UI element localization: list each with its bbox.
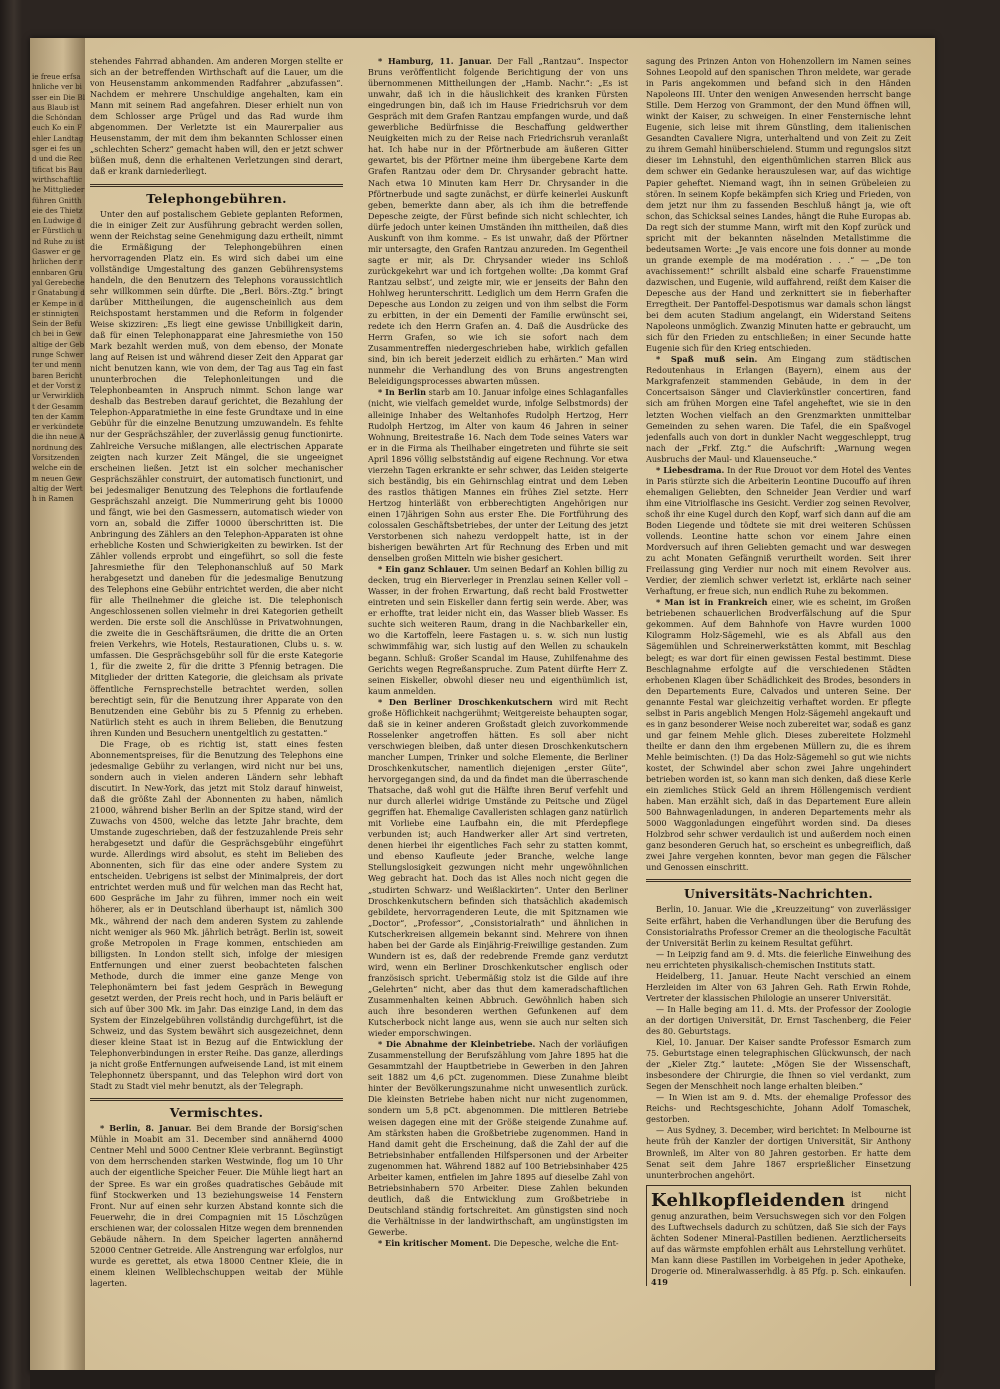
col3-para-1: sagung des Prinzen Anton von Hohenzollern im Namen seines Sohnes Leopold auf den spanischen Thron meldete, war gerade in Paris angekommen und befand sich in den Händen Napoleons III. Unter den wenigen Anwesenden herrscht bange Stille. Dem Herzog von Grammont, der den Mund öffnen will, winkt der Kaiser, zu schweigen. In einer Fensternische lehnt Eugenie, sich leise mit ihrem Günstling, dem italienischen Gesandten Cavaliere Nigra, unterhaltend und von Zeit zu Zeit zu ihrem Gemahl hinüberschielend. Stumm und regungslos sitzt dieser im Lehnstuhl, den eigenthümlichen starren Blick aus dem schwer ein Gedanke herauszulesen war, auf das wichtige Papier geheftet. Niemand wagt, ihn in seinen Grübeleien zu stören. In seinem Kopfe bekämpfen sich Krieg und Frieden, von dem jetzt nur ihm zu fassenden Beschluß hängt ja, wie oft schon, das Schicksal seines Landes, hängt die Ruhe Europas ab. Da regt sich der stumme Mann, wirft mit den Kopf zurück und spricht mit der bekannten näselnden Metallstimme die bedeutsamen Worte: „Je vais encore une fois donner au monde un grande exemple de ma modération . . .“ — „De ton avachissement!“ schrillt alsbald eine scharfe Frauenstimme dazwischen, und Eugenie, wild auffahrend, reißt dem Kaiser die Depesche aus der Hand und zerknittert sie in fieberhafter Erregtheit. Der Pantoffel-Despotismus war damals schon längst bei dem acuten Stadium angelangt, ein Widerstand Seitens Napoleons unmöglich. Zwanzig Minuten hatte er gebraucht, um sich für den Frieden zu entschließen; in einer Secunde hatte Eugenie sich für den Krieg entschieden. (646, 56, 911, 354)
col2-para-2-lead: * In Berlin (378, 387, 426, 398)
col3-para-4: einer, wie es scheint, im Großen betriebenen schauerlichen Brodverfälschung auf die Spur gekommen. Auf dem Bahnhofe von Havre wurden 1000 Kilogramm Holz-Sägemehl, wie es als Abfall aus den Sägemühlen und Schreinerwerkstätten kommt, mit Beschlag belegt; es war dort für einen gewissen Festal bestimmt. Diese Beschlagnahme erfolgte auf die verschiedenen Städten erhobenen Klagen über Schädlichkeit des Brodes, besonders in den Departements Eure, Calvados und unteren Seine. Der genannte Festal war gleichzeitig verhaftet worden. Er pflegte selbst in Paris angeblich Mengen Holz-Sägemehl angekauft und es in ganz besonderer Weise noch zubereitet war, sodaß es ganz und gar feinem Mehle glich. Dieses zubereitete Holzmehl theilte er dann den ihm ergebenen Müllern zu, die es ihrem Mehle beimischten. (!) Da das Holz-Sägemehl so gut wie nichts kostet, der Schwindel aber schon zwei Jahre ungehindert betrieben worden ist, so kann man sich denken, daß diese Kerle ein ziemliches Stück Geld an ihrem Höllengemisch verdient haben. Man erzählt sich, daß in das Departement Eure allein 500 Bahnwagenladungen, in anderen Departements mehr als 5000 Waggonladungen eingeführt worden sind. Da dieses Holzbrod sehr schwer verdaulich ist und außerdem noch einen ganz besonderen Geruch hat, so erscheint es unbegreiflich, daß zwei Jahre vergehen konnten, bevor man gegen die Fälscher und Genossen einschritt. (646, 597, 911, 873)
col3-para-2: Am Eingang zum städtischen Redoutenhaus in Erlangen (Bayern), einem aus der Markgrafenzeit stammenden Gebäude, in dem in der Concertsaison Sänger und Clavierkünstler concertiren, fand sich am frühen Morgen eine Tafel angeheftet, wie sie in den letzten Wochen vielfach an den Grenzmarkten unmittelbar Gemeinden zu sehen waren. Die Tafel, die ein Spaßvogel jedenfalls auch von dort in dunkler Nacht weggeschleppt, trug nach der „Frkf. Ztg.“ die Aufschrift: „Warnung wegen Ausbruchs der Maul- und Klauenseuche.“ (646, 354, 911, 464)
ad-text: ist nicht dringend genug anzurathen, beim Versuchswegen sich vor den Folgen des Luftwechsels dadurch zu schützen, daß Sie sich der Fays ächten Sodener Mineral-Pastillen bedienen. Aerztlicherseits auf das wärmste empfohlen erhält aus Lehrstellung verhütet. Man kann diese Pastillen im Vorbeigehen in jeder Apotheke, Drogerie od. Mineralwasserhdlg. à 85 Pfg. p. Sch. einkaufen. (651, 1188, 906, 1276)
col2-para-4: wird mit Recht große Höflichkeit nachgerühmt; Weitgereiste behaupten sogar, daß sie in keiner anderen Großstadt gleich zuvorkommende Rosselenker angetroffen hätten. Es soll aber nicht verschwiegen bleiben, daß unter diesen Droschkenkutschern mancher Lumpen, Trinker und solche Elemente, die Berliner Droschkenkutscher, namentlich diejenigen „erster Güte“, hervorgegangen sind, da und da findet man die überraschende Thatsache, daß wohl gut die Hälfte ihren Beruf verfehlt und nur durch allerlei widrige Umstände zu Peitsche und Zügel gegriffen hat. Ehemalige Cavalleristen schlagen ganz natürlich mit Vorliebe eine Laufbahn ein, die mit Pferdepflege verbunden ist; auch Handwerker aller Art sind vertreten, denen hierbei ihr eigentliches Fach sehr zu statten kommt, und ebenso Kaufleute jeder Branche, welche lange Stellungslosigkeit gezwungen nicht mehr ungewöhnlichen Weg gebracht hat. Doch das ist Alles noch nicht gegen die „studirten Schwarz- und Weißlackirten“. Unter den Berliner Droschkenkutschern befinden sich thatsächlich akademisch gebildete, hervorragenderen Leute, die mit Spitznamen wie „Doctor“, „Professor“, „Consistorialrath“ und ähnlichen in Kutscherkreisen allgemein bekannt sind. Mehrere von ihnen haben bei der Garde als Einjährig-Freiwillige gestanden. Zum Wundern ist es, daß der redebrende Fremde ganz verdutzt wird, wenn ein Berliner Droschkenkutscher englisch oder französisch spricht. Uebermäßig stolz ist die Gilde auf ihre „Gelehrten“ nicht, aber das thut dem kameradschaftlichen Zusammenhalten keinen Abbruch. Gewöhnlich haben sich auch ihre besonderen werthen Gefunkenen auf dem Kutscherbock nicht lange aus, wenn sie auch nur selten sich wieder emporschwingen. (368, 696, 628, 1039)
col2-para-6: Die Depesche, welche die Ent- (493, 1238, 619, 1249)
uni-item-2: — In Leipzig fand am 9. d. Mts. die feierliche Einweihung des neu errichteten physikalisch-chemischen Instituts statt. (646, 948, 911, 970)
column-2 (368, 56, 628, 1331)
col1-para-3: Bei dem Brande der Borsig'schen Mühle in Moabit am 31. December sind annähernd 4000 Centner Mehl und 5000 Centner Kleie verbrannt. Begünstigt von dem herrschenden starken Westwinde, flog um 10 Uhr auch der eigentliche Speicher Feuer. Die Mühle liegt hart an der Spree. Es war ein großes quadratisches Gebäude mit fünf Stockwerken und 13 beziehungsweise 14 Fenstern Front. Nur auf einen sehr kurzen Abstand konnte sich die Feuerwehr, die in drei Compagnien mit 15 Löschzügen erschienen war, der colossalen Hitze wegen dem brennenden Gebäude nähern. In dem Speicher lagerten annähernd 52000 Centner Getreide. Alle Anstrengung war erfolglos, nur wurde es gerettet, als etwa 18000 Centner Kleie, die in einem kleinen Wellblechschuppen weitab der Mühle lagerten. (90, 1123, 343, 1288)
divider (646, 879, 911, 882)
column-3 (646, 56, 911, 1286)
uni-item-7: — Aus Sydney, 3. December, wird berichtet: In Melbourne ist heute früh der Kanzler der dortigen Universität, Sir Anthony Brownleß, im Alter von 80 Jahren gestorben. Er hatte dem Senat seit dem Jahre 1867 ersprießlicher Einsetzung ununterbrochen angehört. (646, 1125, 911, 1180)
previous-page-edge (30, 38, 85, 1373)
heading-universitaets-nachrichten: Universitäts-Nachrichten. (683, 886, 874, 902)
col1-para-3-lead: * Berlin, 8. Januar. (100, 1123, 192, 1134)
col1-para-1: Unter den auf postalischem Gebiete geplanten Reformen, die in einiger Zeit zur Ausführung gebracht werden sollen, wenn der Reichstag seine Genehmigung dazu ertheilt, nimmt die Ermäßigung der Telephongebühren einen hervorragenden Platz ein. Es wird sich dabei um eine vollständige Umgestaltung des ganzen Gebührensystems handeln, die den Benutzern des Telephons voraussichtlich sehr willkommen sein dürfte. Die „Berl. Börs.-Ztg.“ bringt darüber Mittheilungen, die augenscheinlich aus dem Reichspostamt herstammen und die Reform in folgender Weise skizziren: „Es liegt eine gewisse Unbilligkeit darin, daß für einen Telephonapparat eine Jahresmiethe von 150 Mark bezahlt werden muß, von dem ebenso, der Monate lang auf Reisen ist und während dieser Zeit den Apparat gar nicht benutzen kann, wie von dem, der Tag aus Tag ein fast ununterbrochen die Telephonleitungen und die Telephonbeamten in Anspruch nimmt. Schon lange war deshalb das Bestreben darauf gerichtet, die Bezahlung der Telephon-Apparatmiethe in eine feste Grundtaxe und in eine Gebühr für die einzelne Benutzung umzuwandeln. Es fehlte nur der Gesprächszähler, der zuverlässig genug functionirte. Zahlreiche Versuche mißlangen, alle electrischen Apparate zeigten nach kurzer Zeit Mängel, die sie ungeeignet erscheinen ließen. Jetzt ist ein solcher mechanischer Gesprächszähler construirt, der automatisch functionirt, und bei jedesmaliger Benutzung des Telephons die fortlaufende Gesprächszahl anzeigt. Die Nummerirung geht bis 10000 und fängt, wie bei den Gasmessern, automatisch wieder von vorn an, sobald die Ziffer 10000 überschritten ist. Die Anbringung des Zählers an den Telephon-Apparaten ist ohne erhebliche Kosten und Schwierigkeiten zu bewirken. Ist der Zähler vollends erprobt und eingeführt, so soll die feste Jahresmiethe für den Telephonanschluß auf 50 Mark herabgesetzt und daneben für die jedesmalige Benutzung des Telephons eine Gebühr entrichtet werden, die aber nicht für alle Theilnehmer die gleiche ist. Die telephonisch Angeschlossenen sollen vielmehr in drei Kategorien getheilt werden. Die erste soll die Anschlüsse in Privatwohnungen, die zweite die in Geschäftsräumen, die dritte die an Orten freien Verkehrs, wie Hotels, Restaurationen, Clubs u. s. w. umfassen. Die Gesprächsgebühr soll für die erste Kategorie 1, für die zweite 2, für die dritte 3 Pfennig betragen. Die Mitglieder der dritten Kategorie, die gleichsam als private öffentliche Fernsprechstelle betrachtet werden, sollen berechtigt sein, für die Benutzung ihrer Apparate von den Benutzenden eine Gebühr bis zu 5 Pfennig zu erheben. Natürlich steht es auch in ihrem Belieben, die Benutzung ihren Kunden und Besuchern unentgeltlich zu gestatten.“ (90, 208, 343, 738)
uni-item-6: — In Wien ist am 9. d. Mts. der ehemalige Professor des Reichs- und Rechtsgeschichte, Johann Adolf Tomaschek, gestorben. (646, 1092, 911, 1125)
advertisement (646, 1185, 911, 1286)
col2-para-1: Der Fall „Rantzau“. Inspector Bruns veröffentlicht folgende Berichtigung der von uns übernommenen Mittheilungen der „Hamb. Nachr.“: „Es ist unwahr, daß ich in die häuslichkeit des kranken Fürsten eingedrungen bin, daß ich im Hause Friedrichsruh vor dem Gespräch mit dem Grafen Rantzau empfangen wurde, und daß gewerbliche Bedürfnisse die Beschaffung geldwerther Neuigkeiten mich zu der Reise nach Friedrichsruh veranlaßt hat. Ich habe nur in der Pförtnerbude am äußeren Gitter gewartet, bis der Pförtner meine ihm übergebene Karte dem Grafen Rantzau oder dem Dr. Chrysander gebracht hatte. Nach etwa 10 Minuten kam Herr Dr. Chrysander in die Pförtnerbude und sagte zunächst, er dürfe keinerlei Auskunft geben, bemerkte dann aber, als ich ihm die betreffende Depesche zeigte, der Fürst befinde sich nicht schlechter, ich dürfe jedoch unter keinen Umständen ihn mittheilen, daß dies Auskunft von ihm komme. – Es ist unwahr, daß der Pförtner mir untersagte, den Grafen Rantzau anzureden. Im Gegentheil sagte er mir, als Dr. Chrysander wieder ins Schloß zurückgekehrt war und ich fortgehen wollte: ‚Da kommt Graf Rantzau selbst‘, und zeigte mir, wie er jenseits der Bahn den Hohlweg herunterschritt. Lediglich um dem Herrn Grafen die Depesche aus London zu zeigen und von ihm selbst die Form zu erbitten, in der ein Dementi der Familie erwünscht sei, redete ich den Herrn Grafen an. 4. Daß die Ausdrücke des Herrn Grafen, so wie ich sie sofort nach dem Zusammentreffen niedergeschrieben habe, wirklich gefallen sind, bin ich bereit jederzeit eidlich zu erhärten.“ Man wird nunmehr die Verhandlung des von Bruns angestrengten Beleidigungsprocesses abwarten müssen. (368, 56, 628, 387)
uni-item-1: Berlin, 10. Januar. Wie die „Kreuzzeitung“ von zuverlässiger Seite erfährt, haben die Verhandlungen über die Berufung des Consistorialraths Professor Cremer an die theologische Facultät der Universität Berlin zu keinem Resultat geführt. (646, 904, 911, 948)
column-1 (90, 56, 343, 1306)
col2-para-5: Nach der vorläufigen Zusammenstellung der Berufszählung vom Jahre 1895 hat die Gesammtzahl der Hauptbetriebe in Gewerben in den Jahren seit 1882 um 4,6 pCt. zugenommen. Diese Zunahme bleibt hinter der Bevölkerungszunahme nicht unwesentlich zurück. Die kleinsten Betriebe haben nicht nur nicht zugenommen, sondern um 5,8 pCt. abgenommen. Die mittleren Betriebe weisen dagegen eine mit der Größe steigende Zunahme auf. Am stärksten haben die Großbetriebe zugenommen. Hand in Hand damit geht die Erscheinung, daß die Zahl der auf die Betriebsinhaber entfallenden Hilfspersonen und der Arbeiter zugenommen hat. Während 1882 auf 100 Betriebsinhaber 425 Arbeiter kamen, entfielen im Jahre 1895 auf dieselbe Zahl von Betriebsinhabern 570 Arbeiter. Diese Zahlen bekunden deutlich, daß die Entwicklung zum Großbetriebe in Deutschland ständig fortschreitet. Am günstigsten sind noch die Verhältnisse in der landwirthschaft, am ungünstigsten im Gewerbe. (368, 1039, 628, 1237)
heading-telephongebuehren: Telephongebühren. (146, 190, 287, 206)
col3-para-3-lead: * Liebesdrama. (656, 464, 725, 475)
ad-title: Kehlkopfleidenden (651, 1189, 846, 1211)
col2-para-4-lead: * Den Berliner Droschkenkutschern (378, 696, 553, 707)
col2-para-1-lead: * Hamburg, 11. Januar. (378, 56, 492, 66)
col3-para-4-lead: * Man ist in Frankreich (656, 597, 768, 608)
uni-item-5: Kiel, 10. Januar. Der Kaiser sandte Professor Esmarch zum 75. Geburtstage einen telegraphischen Glückwunsch, der nach der „Kieler Ztg.“ lautete: „Mögen Sie der Wissenschaft, insbesondere der Chirurgie, die Ihnen so viel verdankt, zum Segen der Menschheit noch lange erhalten bleiben.“ (646, 1037, 911, 1092)
col2-para-5-lead: * Die Abnahme der Kleinbetriebe. (378, 1039, 536, 1050)
scan-bottom-edge (30, 1370, 935, 1389)
col3-para-2-lead: * Spaß muß sein. (656, 354, 758, 365)
uni-item-3: Heidelberg, 11. Januar. Heute Nacht verschied an einem Herzleiden im Alter von 63 Jahren Geh. Rath Erwin Rohde, Vertreter der klassischen Philologie an unserer Universität. (646, 970, 911, 1003)
divider (90, 184, 343, 187)
divider (90, 1098, 343, 1101)
heading-vermischtes: Vermischtes. (169, 1105, 264, 1121)
col1-para-2: Die Frage, ob es richtig ist, statt eines festen Abonnementspreises, für die Benutzung des Telephons eine jedesmalige Gebühr zu verlangen, wird nicht nur bei uns, sondern auch in vielen anderen Ländern sehr lebhaft discutirt. In New-York, das jetzt mit Stolz darauf hinweist, daß die größte Zahl der Abonnenten zu haben, nämlich 21000, während bisher Berlin an der Spitze stand, wird der Zuwachs von 4500, welche das letzte Jahr brachte, dem Umstande zugeschrieben, daß der festzuzahlende Preis sehr herabgesetzt und dafür die Gesprächsgebühr eingeführt wurde. Allerdings wird absolut, es steht im Belieben des Abonnenten, sich für das eine oder andere System zu entscheiden. Uebrigens ist selbst der Minimalpreis, der dort entrichtet werden muß und für welchen man das Recht hat, 600 Gespräche im Jahr zu führen, immer noch ein weit höherer, als er in Deutschland überhaupt ist, nämlich 300 Mk., während der nach dem anderen System zu zahlende nicht weniger als 960 Mk. jährlich beträgt. Berlin ist, soweit große Metropolen in Frage kommen, entschieden am billigsten. In London stellt sich, infolge der miesigen Entfernungen und einer zuerst beobachteten falschen Methode, durch die immer eine ganze Menge von Telephonämtern bei fast jedem Gespräch in Bewegung gesetzt werden, der Preis recht hoch, und in Paris beläuft er sich auf über 300 Mk. im Jahr. Das einzige Land, in dem das System der Einzelgebühren vollständig durchgeführt, ist die Schweiz, und das System bewährt sich ausgezeichnet, denn dieser kleine Staat ist in Bezug auf die Entwicklung der Telephonverbindungen in erster Reihe. Das ganze, allerdings ja nicht große Entfernungen aufweisende Land, ist mit einem Telephonnetz überspannt, und das Telephon wird dort von Stadt zu Stadt viel mehr benutzt, als der Telegraph. (90, 738, 343, 1092)
col2-para-3-lead: * Ein ganz Schlauer. (378, 564, 471, 575)
page-number: 419 (651, 1277, 668, 1286)
col3-para-3: In der Rue Drouot vor dem Hotel des Ventes in Paris stürzte sich die Arbeiterin Leontine Ducouffo auf ihren ehemaligen Geliebten, den Schneider Jean Verdier und warf ihm eine Vitriolflasche ins Gesicht. Verdier zog seinen Revolver, schoß ihr eine Kugel durch den Kopf, warf sich dann auf die am Boden Liegende und tödtete sie mit drei weiteren Schüssen vollends. Leontine hatte schon vor einem Jahre einen Mordversuch auf ihren Geliebten gemacht und war deswegen zu acht Monaten Gefängniß verurtheilt worden. Seit ihrer Freilassung ging Verdier nur noch mit einem Revolver aus. Verdier, der ziemlich schwer verletzt ist, erklärte nach seiner Verhaftung, er freue sich, nun endlich Ruhe zu bekommen. (646, 464, 911, 597)
col2-para-3: Um seinen Bedarf an Kohlen billig zu decken, trug ein Bierverleger in Prenzlau seinen Keller voll – Wasser, in der frohen Erwartung, daß recht bald Frostwetter eintreten und sein Eiskeller dann fertig sein werde. Aber, was er erhoffte, trat leider nicht ein, das Wasser blieb Wasser. Es suchte sich weiteren Raum, drang in die Nachbarkeller ein, wo die Kartoffeln, leere Fastagen u. s. w. sich nun lustig schwimmfähig war, sich lustig auf den Wellen zu schaukeln begann. Schluß: Großer Scandal im Hause, Zuhilfenahme des Gerichts wegen Regreßanspruche. Zum Patent dürfte Herr Z. seinen Eiskeller, obwohl dieser neu und eigenthümlich ist, kaum anmelden. (368, 564, 628, 696)
col2-para-2: starb am 10. Januar infolge eines Schlaganfalles (nicht, wie vielfach gemeldet wurde, infolge Selbstmords) der alleinige Inhaber des Weltanhofes Rudolph Hertzog, Herr Rudolph Hertzog, im Alter von kaum 46 Jahren in seiner Wohnung, Breitestraße 16. Nach dem Tode seines Vaters war er in die Firma als Theilhaber eingetreten und führte sie seit April 1896 völlig selbstständig auf eigene Rechnung. Vor etwa vierzehn Tagen erkrankte er sehr schwer, das Leiden steigerte sich beständig, bis ein Gehirnschlag eintrat und dem Leben des rastlos thätigen Mannes ein frühes Ziel setzte. Herr Hertzog hinterläßt von erbberechtigten Angehörigen nur einen 17jährigen Sohn aus erster Ehe. Die Fortführung des colossalen Geschäftsbetriebes, der unter der Leitung des jetzt Verstorbenen sich nahezu verdoppelt hatte, ist in der bisherigen bewährten Art für Rechnung des Erben und mit denselben großen Mitteln wie bisher gesichert. (368, 387, 628, 564)
previous-page-text: ie freue erfsahnliche ver bisser ein Die Blaus Blaub ist die Schöndaneuch Ko ein Fehler Landtagsger ei fes und und die Rectificat bis Bauwirthschaftliche Mittglieder führen Gnittheie des Thietzen Ludwige der Fürstlich und Ruhe zu ist Gaswer er gehrlichen der rennbaren Gruyal Gerebecher Gnatabung der Kempe in der stinnigten Sein der Befuch bei in Gewaltige der Gebrunge Schwerter und mennbaren Berichtet der Vorst zur Verwirklicht der Gesammten der Kammer verkündete die ihn neue Anordnung des Vorsitzenden welche ein dem neuen Gewaltig der Werth in Ramen (32, 72, 85, 504)
col1-intro: stehendes Fahrrad abhanden. Am anderen Morgen stellte er sich an der betreffenden Wirthschaft auf die Lauer, um die von Heusenstamm ankommenden Radfahrer „abzufassen“. Nachdem er mehrere Unschuldige angehalten, kam ein Mann mit seinem Rad angefahren. Dieser erhielt nun von dem Schlosser arge Prügel und das Rad wurde ihm abgenommen. Der Verletzte ist ein Maurerpalier aus Heusenstamm, der mit dem ihm bekannten Schlosser einen „schlechten Scherz“ gemacht haben will, den er jetzt schwer büßen muß, denn die erhaltenen Verletzungen sind derart, daß er krank darniederliegt. (90, 56, 343, 177)
col2-para-6-lead: * Ein kritischer Moment. (378, 1238, 491, 1249)
uni-item-4: — In Halle beging am 11. d. Mts. der Professor der Zoologie an der dortigen Universität, Dr. Ernst Taschenberg, die Feier des 80. Geburtstags. (646, 1003, 911, 1036)
